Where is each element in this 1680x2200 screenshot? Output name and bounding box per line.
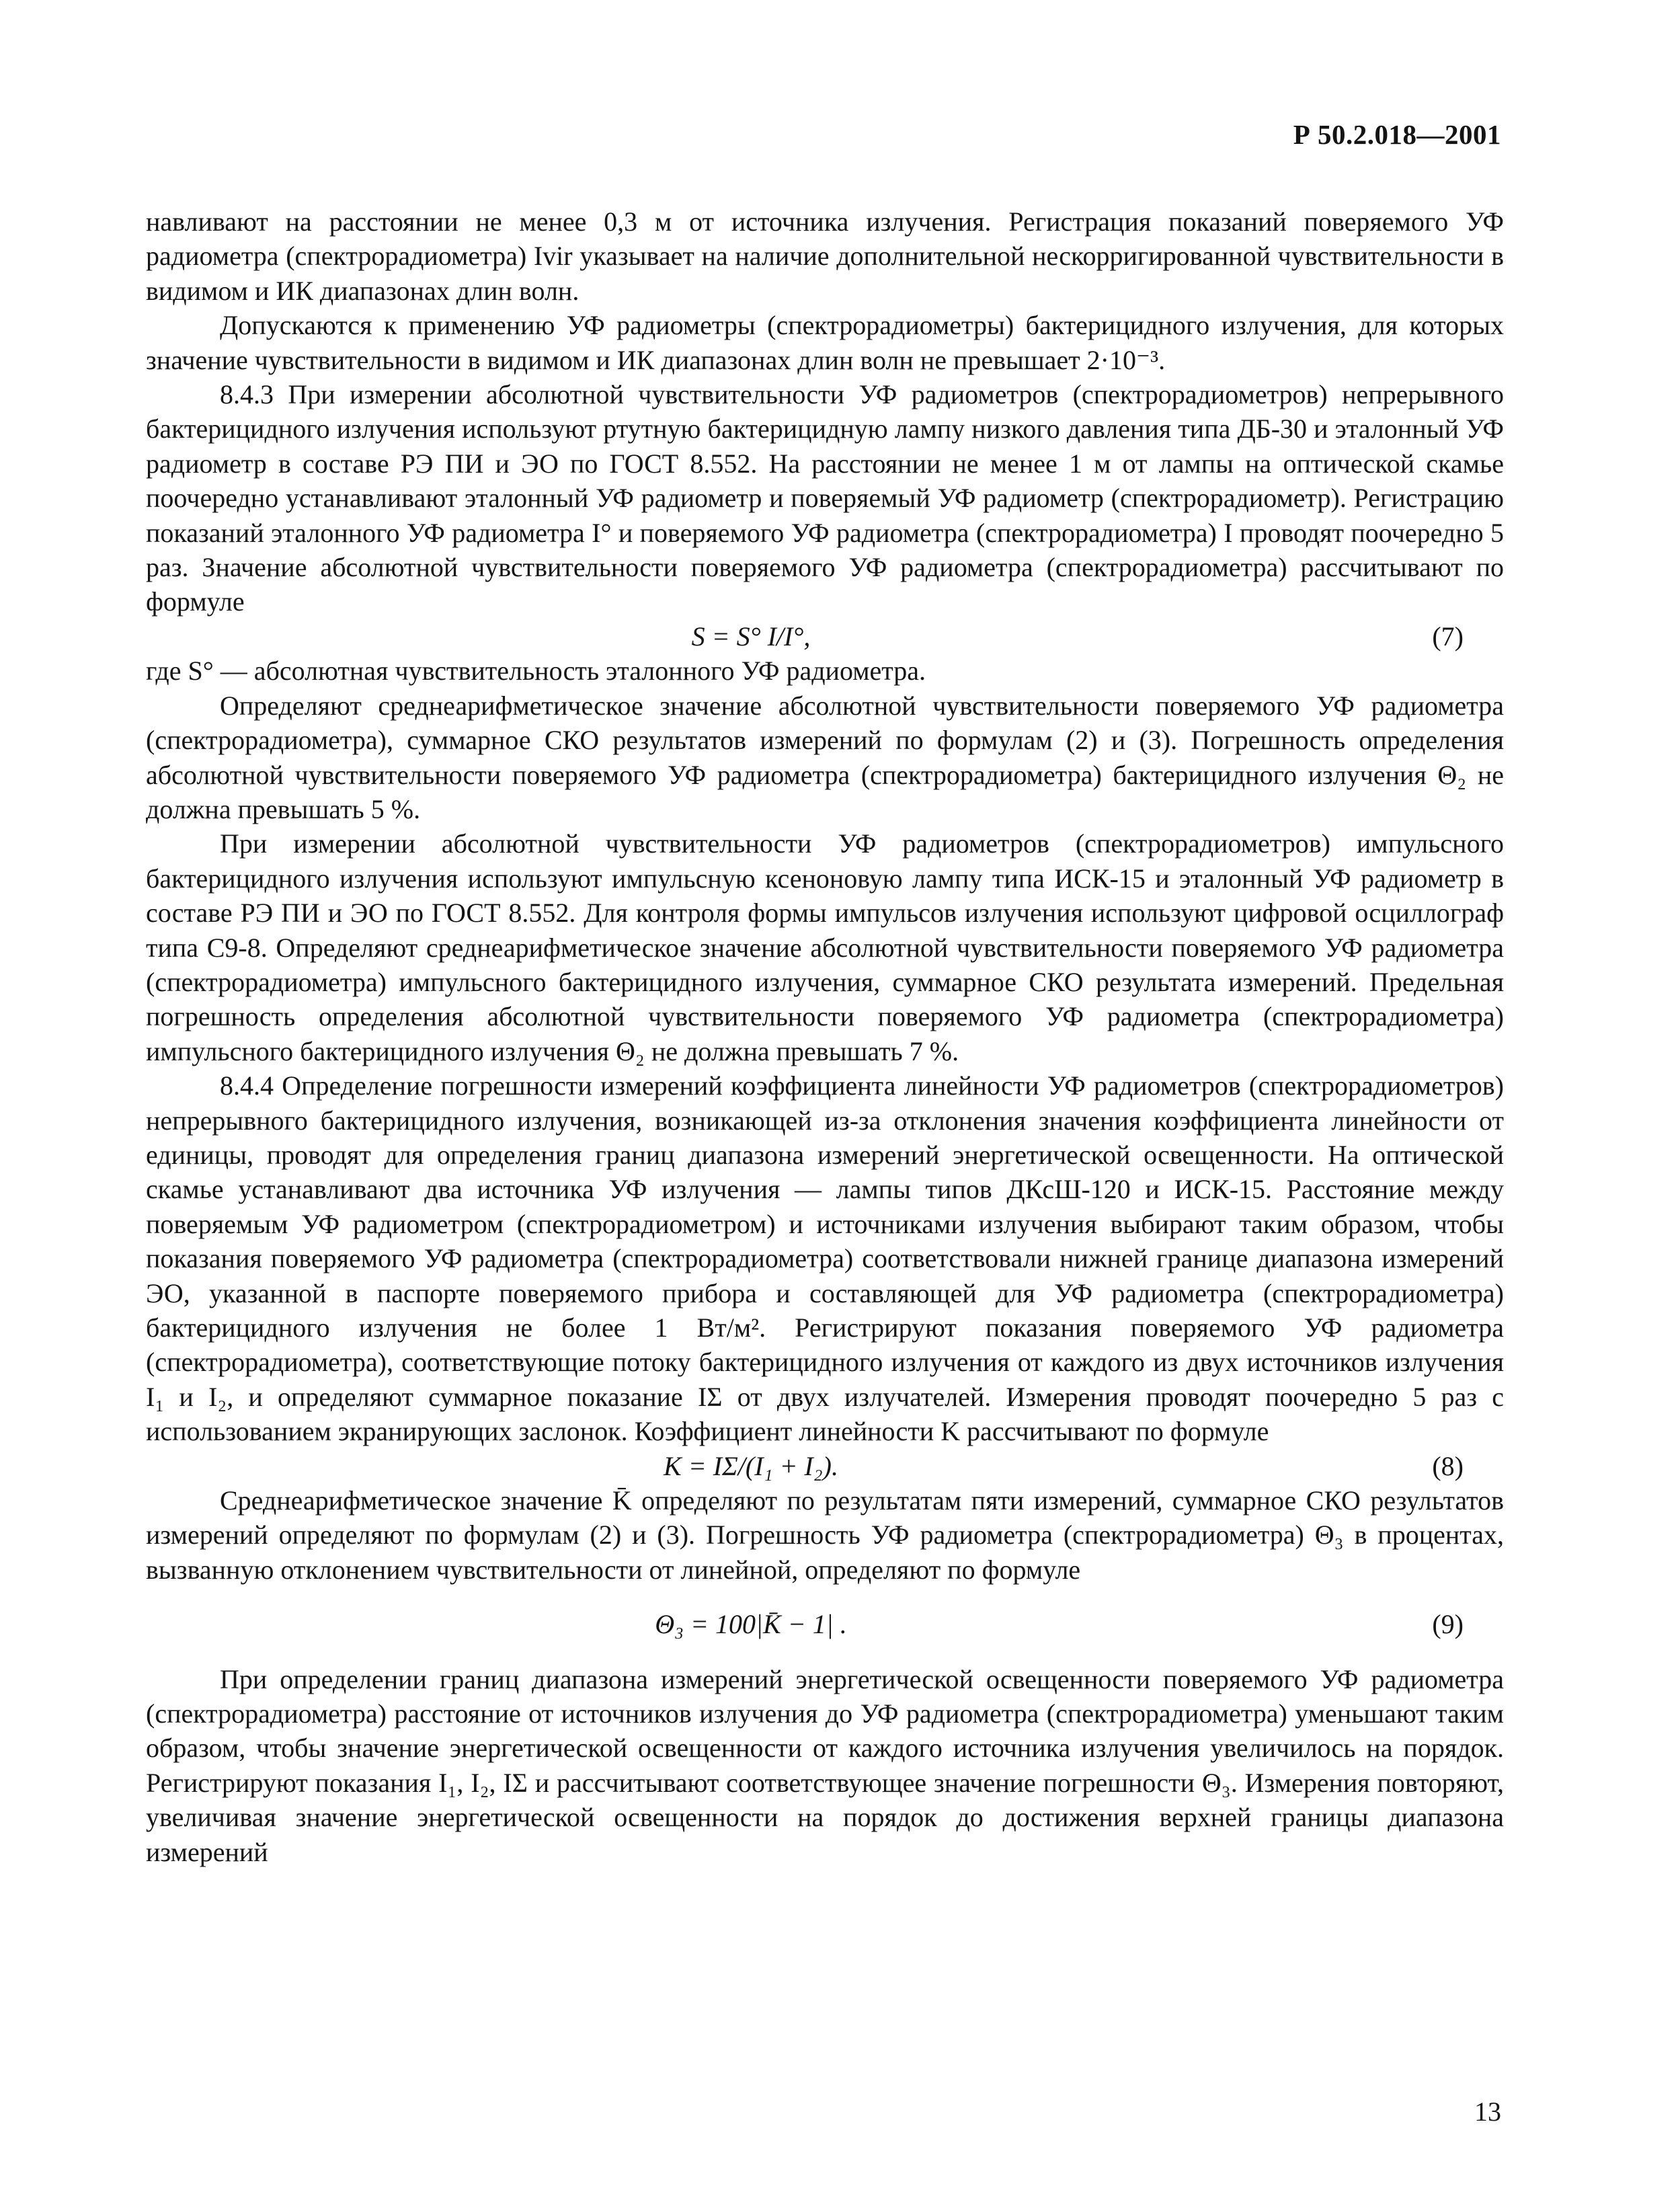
paragraph: При определении границ диапазона измерений энергетической освещенности поверяемого УФ радиометра (спектрорадиометра) расстояние от источников излучения до УФ радиометра (спектрорадиометра) уменьшают таким образом, чтобы значение энергетической освещенности от каждого источника излучения увеличилось на порядок. Регистрируют показания I₁, I₂, IΣ и рассчитывают соответствующее значение погрешности Θ₃. Измерения повторяют, увеличивая значение энергетической освещенности на порядок до достижения верхней границы диапазона измерений (146, 1663, 1504, 1867)
paragraph: 8.4.4 Определение погрешности измерений коэффициента линейности УФ радиометров (спектрорадиометров) непрерывного бактерицидного излучения, возникающей из-за отклонения значения коэффициента линейности от единицы, проводят для определения границ диапазона измерений энергетической освещенности. На оптической скамье устанавливают два источника УФ излучения — лампы типов ДКсШ-120 и ИСК-15. Расстояние между поверяемым УФ радиометром (спектрорадиометром) и источниками излучения выбирают таким образом, чтобы показания поверяемого УФ радиометра (спектрорадиометра) соответствовали нижней границе диапазона измерений ЭО, указанной в паспорте поверяемого прибора и составляющей для УФ радиометра (спектрорадиометра) бактерицидного излучения не более 1 Вт/м². Регистрируют показания поверяемого УФ радиометра (спектрорадиометра), соответствующие потоку бактерицидного излучения от каждого из двух источников излучения I₁ и I₂, и определяют суммарное показание IΣ от двух излучателей. Измерения проводят поочередно 5 раз с использованием экранирующих заслонок. Коэффициент линейности K рассчитывают по формуле (146, 1070, 1504, 1447)
paragraph: где S° — абсолютная чувствительность эталонного УФ радиометра. (146, 656, 926, 686)
paragraph: Определяют среднеарифметическое значение абсолютной чувствительности поверяемого УФ радиометра (спектрорадиометра), суммарное СКО результатов измерений по формулам (2) и (3). Погрешность определения абсолютной чувствительности поверяемого УФ радиометра (спектрорадиометра) бактерицидного излучения Θ₂ не должна превышать 5 %. (146, 690, 1504, 824)
formula-expression: Θ₃ = 100|K̄ − 1| . (655, 1609, 847, 1640)
formula-number: (9) (1432, 1609, 1464, 1640)
paragraph: Допускаются к применению УФ радиометры (спектрорадиометры) бактерицидного излучения, для которых значение чувствительности в видимом и ИК диапазонах длин волн не превышает 2·10⁻³. (146, 310, 1504, 375)
paragraph: 8.4.3 При измерении абсолютной чувствительности УФ радиометров (спектрорадиометров) непрерывного бактерицидного излучения используют ртутную бактерицидную лампу низкого давления типа ДБ-30 и эталонный УФ радиометр в составе РЭ ПИ и ЭО по ГОСТ 8.552. На расстоянии не менее 1 м от лампы на оптической скамье поочередно устанавливают эталонный УФ радиометр и поверяемый УФ радиометр (спектрорадиометр). Регистрацию показаний эталонного УФ радиометра I° и поверяемого УФ радиометра (спектрорадиометра) I проводят поочередно 5 раз. Значение абсолютной чувствительности поверяемого УФ радиометра (спектрорадиометра) рассчитывают по формуле (146, 379, 1504, 617)
formula-expression: S = S° I/I°, (691, 621, 811, 652)
formula-number: (7) (1432, 621, 1464, 652)
paragraph: навливают на расстоянии не менее 0,3 м от источника излучения. Регистрация показаний поверяемого УФ радиометра (спектрорадиометра) Ivir указывает на наличие дополнительной нескорригированной чувствительности в видимом и ИК диапазонах длин волн. (146, 206, 1504, 306)
page-number: 13 (1474, 2096, 1501, 2127)
formula-7 (146, 619, 1504, 654)
formula-8 (146, 1449, 1504, 1483)
paragraph: Среднеарифметическое значение K̄ определяют по результатам пяти измерений, суммарное СКО результатов измерений определяют по формулам (2) и (3). Погрешность УФ радиометра (спектрорадиометра) Θ₃ в процентах, вызванную отклонением чувствительности от линейной, определяют по формуле (146, 1485, 1504, 1585)
paragraph: При измерении абсолютной чувствительности УФ радиометров (спектрорадиометров) импульсного бактерицидного излучения используют импульсную ксеноновую лампу типа ИСК-15 и эталонный УФ радиометр в составе РЭ ПИ и ЭО по ГОСТ 8.552. Для контроля формы импульсов излучения используют цифровой осциллограф типа С9-8. Определяют среднеарифметическое значение абсолютной чувствительности поверяемого УФ радиометра (спектрорадиометра) импульсного бактерицидного излучения, суммарное СКО результата измерений. Предельная погрешность определения абсолютной чувствительности поверяемого УФ радиометра (спектрорадиометра) импульсного бактерицидного излучения Θ₂ не должна превышать 7 %. (146, 828, 1504, 1066)
document-id: Р 50.2.018—2001 (1293, 119, 1501, 150)
formula-number: (8) (1432, 1450, 1464, 1481)
formula-expression: K = IΣ/(I₁ + I₂). (664, 1450, 838, 1481)
formula-9 (146, 1607, 1504, 1641)
document-body (146, 204, 1504, 1869)
